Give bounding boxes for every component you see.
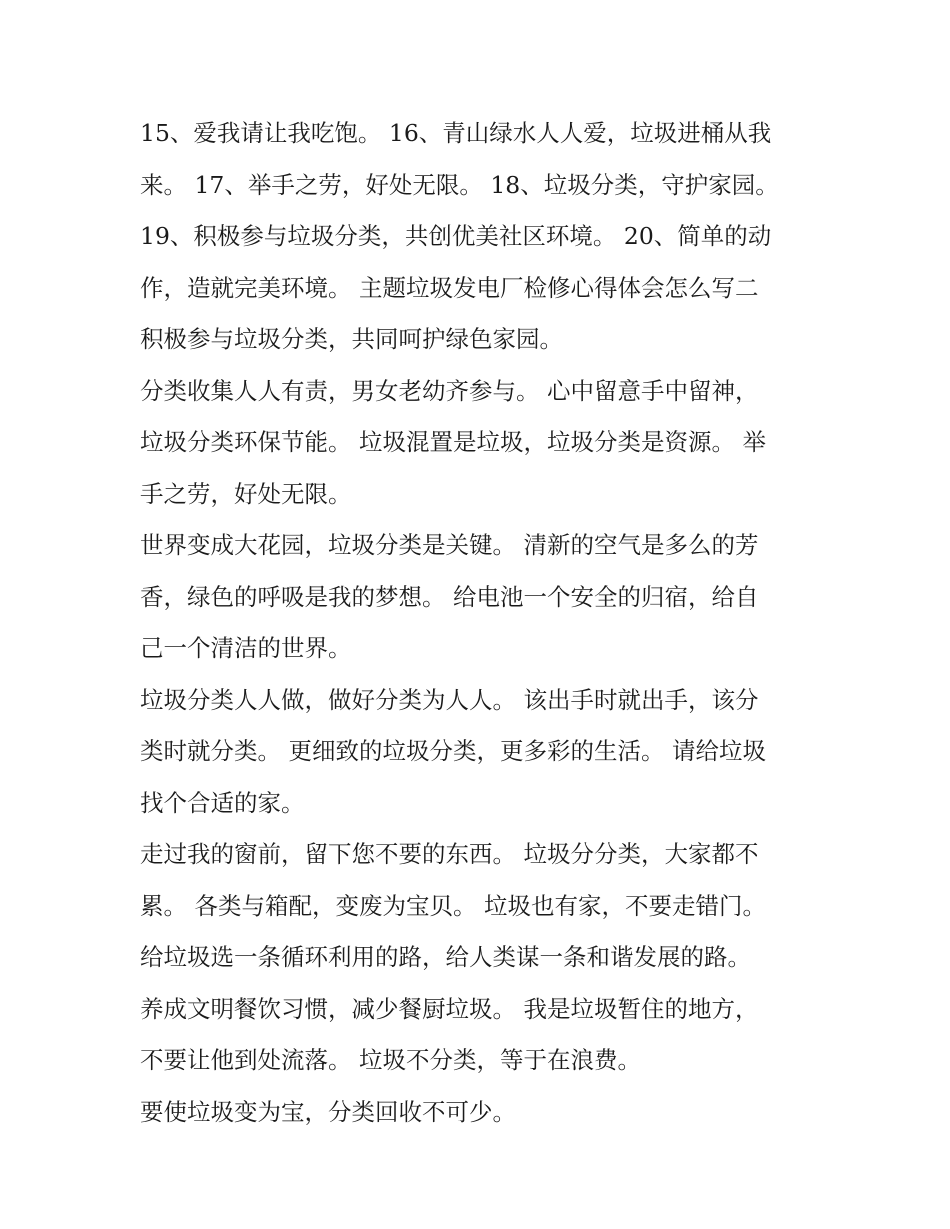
text-line: 找个合适的家。 xyxy=(140,788,305,817)
document-body xyxy=(140,108,808,1138)
text-line: 积极参与垃圾分类，共同呵护绿色家园。 xyxy=(140,325,563,353)
text-line: 类时就分类。 更细致的垃圾分类，更多彩的生活。 请给垃圾 xyxy=(140,737,766,765)
text-line: 垃圾分类环保节能。 垃圾混置是垃圾，垃圾分类是资源。 举 xyxy=(140,428,766,456)
text-line: 累。 各类与箱配，变废为宝贝。 垃圾也有家，不要走错门。 xyxy=(140,891,766,920)
text-line: 己一个清洁的世界。 xyxy=(140,634,352,662)
text-line: 世界变成大花园，垃圾分类是关键。 清新的空气是多么的芳 xyxy=(140,531,759,559)
text-line: 作，造就完美环境。 主题垃圾发电厂检修心得体会怎么写二 xyxy=(140,273,759,302)
text-line: 走过我的窗前，留下您不要的东西。 垃圾分分类，大家都不 xyxy=(140,840,759,868)
text-line: 养成文明餐饮习惯，减少餐厨垃圾。 我是垃圾暂住的地方， xyxy=(140,994,759,1023)
text-line: 手之劳，好处无限。 xyxy=(140,479,352,508)
text-line: 15、爱我请让我吃饱。 16、青山绿水人人爱，垃圾进桶从我 xyxy=(140,119,772,147)
text-line: 垃圾分类人人做，做好分类为人人。 该出手时就出手，该分 xyxy=(140,685,759,714)
text-line: 来。 17、举手之劳，好处无限。 18、垃圾分类，守护家园。 xyxy=(140,170,779,199)
text-line: 要使垃圾变为宝，分类回收不可少。 xyxy=(140,1097,516,1126)
text-line: 给垃圾选一条循环利用的路，给人类谋一条和谐发展的路。 xyxy=(140,943,751,971)
text-line: 香，绿色的呼吸是我的梦想。 给电池一个安全的归宿，给自 xyxy=(140,582,759,611)
text-line: 19、积极参与垃圾分类，共创优美社区环境。 20、简单的动 xyxy=(140,222,772,250)
text-line: 分类收集人人有责，男女老幼齐参与。 心中留意手中留神， xyxy=(140,376,759,405)
text-line: 不要让他到处流落。 垃圾不分类，等于在浪费。 xyxy=(140,1046,641,1074)
